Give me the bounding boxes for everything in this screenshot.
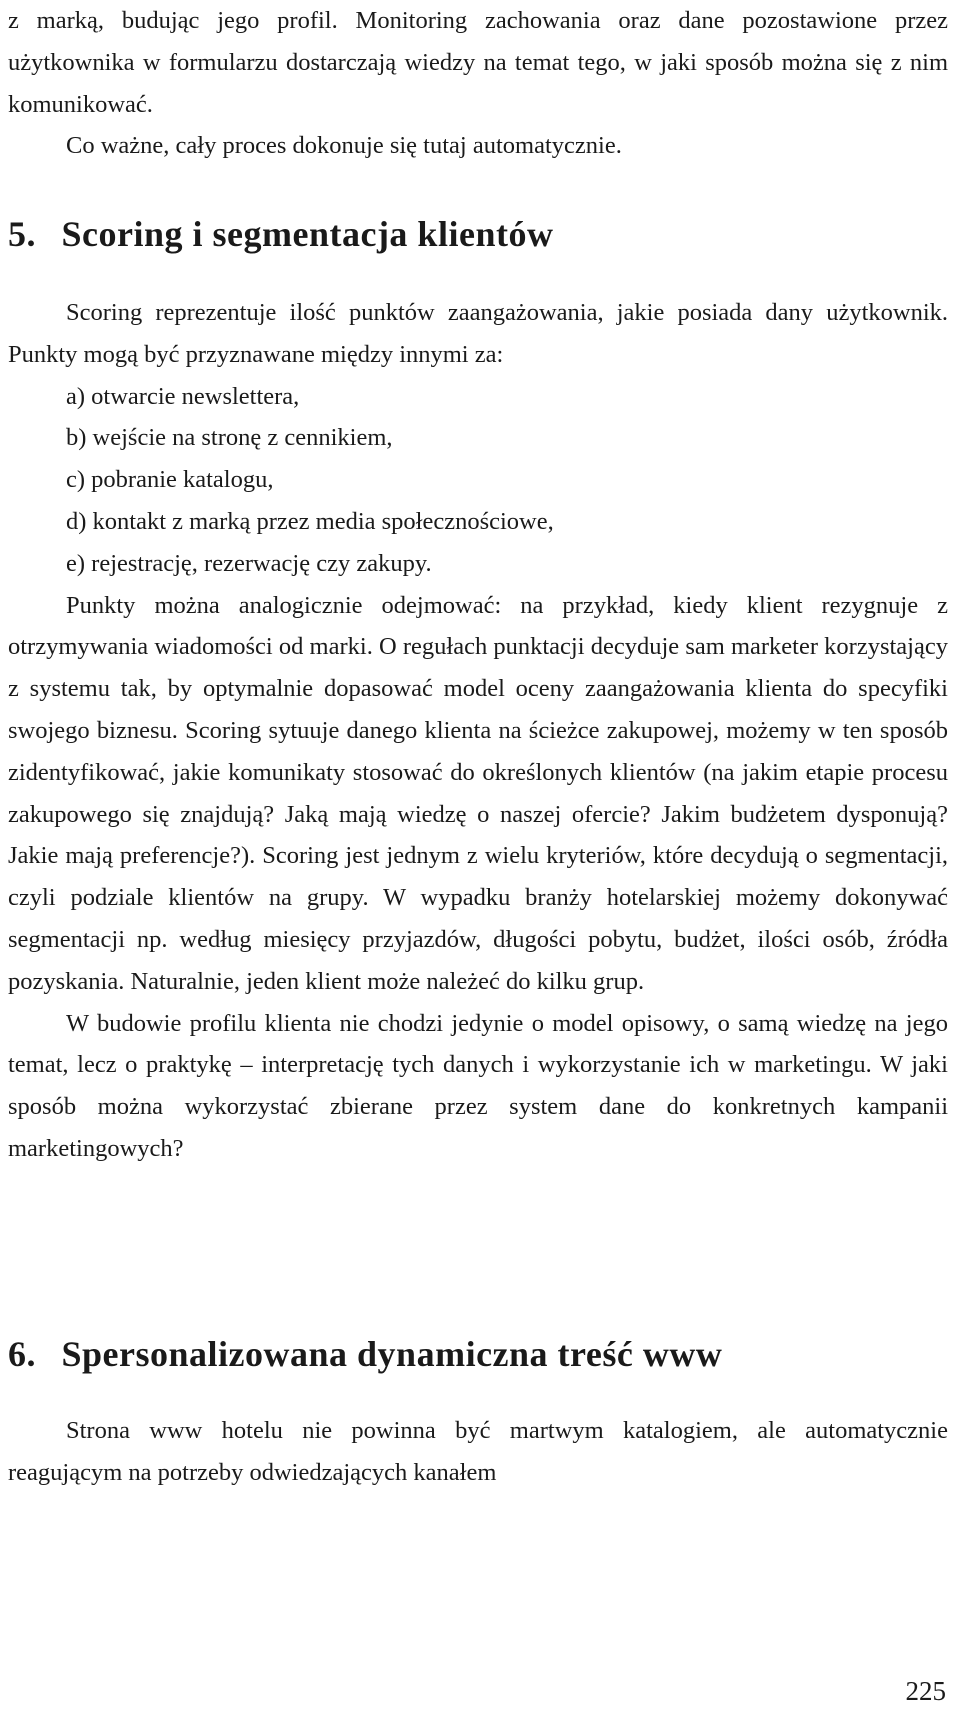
- list-item: c) pobranie katalogu,: [66, 466, 274, 494]
- scoring-criteria-list: [8, 376, 948, 585]
- list-item: d) kontakt z marką przez media społecznościowe,: [66, 507, 554, 535]
- list-item: b) wejście na stronę z cennikiem,: [66, 424, 393, 452]
- section-6-title: Spersonalizowana dynamiczna treść www: [61, 1334, 723, 1374]
- section-6-number: 6.: [8, 1334, 36, 1374]
- section-5-paragraph-2: Punkty można analogicznie odejmować: na przykład, kiedy klient rezygnuje z otrzymywania wiadomości od marki. O regułach punktacji decyduje sam marketer korzystający z systemu tak, by optymalnie dopasować model oceny zaangażowania klienta do specyfiki swojego biznesu. Scoring sytuuje danego klienta na ścieżce zakupowej, możemy w ten sposób zidentyfikować, jakie komunikaty stosować do określonych klientów (na jakim etapie procesu zakupowego się znajdują? Jaką mają wiedzę o naszej ofercie? Jakim budżetem dysponują? Jakie mają preferencje?). Scoring jest jednym z wielu kryteriów, które decydują o segmentacji, czyli podziale klientów na grupy. W wypadku branży hotelarskiej możemy dokonywać segmentacji np. według miesięcy przyjazdów, długości pobytu, budżet, ilości osób, źródła pozyskania. Naturalnie, jeden klient może należeć do kilku grup.: [8, 591, 948, 995]
- section-5-paragraph-1: Scoring reprezentuje ilość punktów zaangażowania, jakie posiada dany użytkownik. Punkty mogą być przyznawane między innymi za:: [8, 299, 948, 368]
- section-5-body: [8, 292, 948, 1170]
- intro-paragraph: z marką, budując jego profil. Monitoring zachowania oraz dane pozostawione przez użytkownika w formularzu dostarczają wiedzy na temat tego, w jaki sposób można się z nim komunikować.: [8, 7, 948, 118]
- section-6-body: [8, 1410, 948, 1494]
- section-5-paragraph-3: W budowie profilu klienta nie chodzi jedynie o model opisowy, o samą wiedzę na jego temat, lecz o praktykę – interpretację tych danych i wykorzystanie ich w marketingu. W jaki sposób można wykorzystać zbierane przez system dane do konkretnych kampanii marketingowych?: [8, 1009, 948, 1162]
- list-item: e) rejestrację, rezerwację czy zakupy.: [66, 549, 432, 577]
- list-item: a) otwarcie newslettera,: [66, 382, 300, 410]
- section-6-paragraph-1: Strona www hotelu nie powinna być martwym katalogiem, ale automatycznie reagującym na potrzeby odwiedzających kanałem: [8, 1417, 948, 1486]
- section-5-heading: [8, 213, 553, 255]
- section-5-title: Scoring i segmentacja klientów: [61, 214, 554, 254]
- intro-second-paragraph: Co ważne, cały proces dokonuje się tutaj automatycznie.: [66, 132, 622, 160]
- section-5-number: 5.: [8, 214, 36, 254]
- intro-text: [8, 0, 948, 167]
- page-number: 225: [905, 1676, 946, 1706]
- section-6-heading: [8, 1333, 722, 1375]
